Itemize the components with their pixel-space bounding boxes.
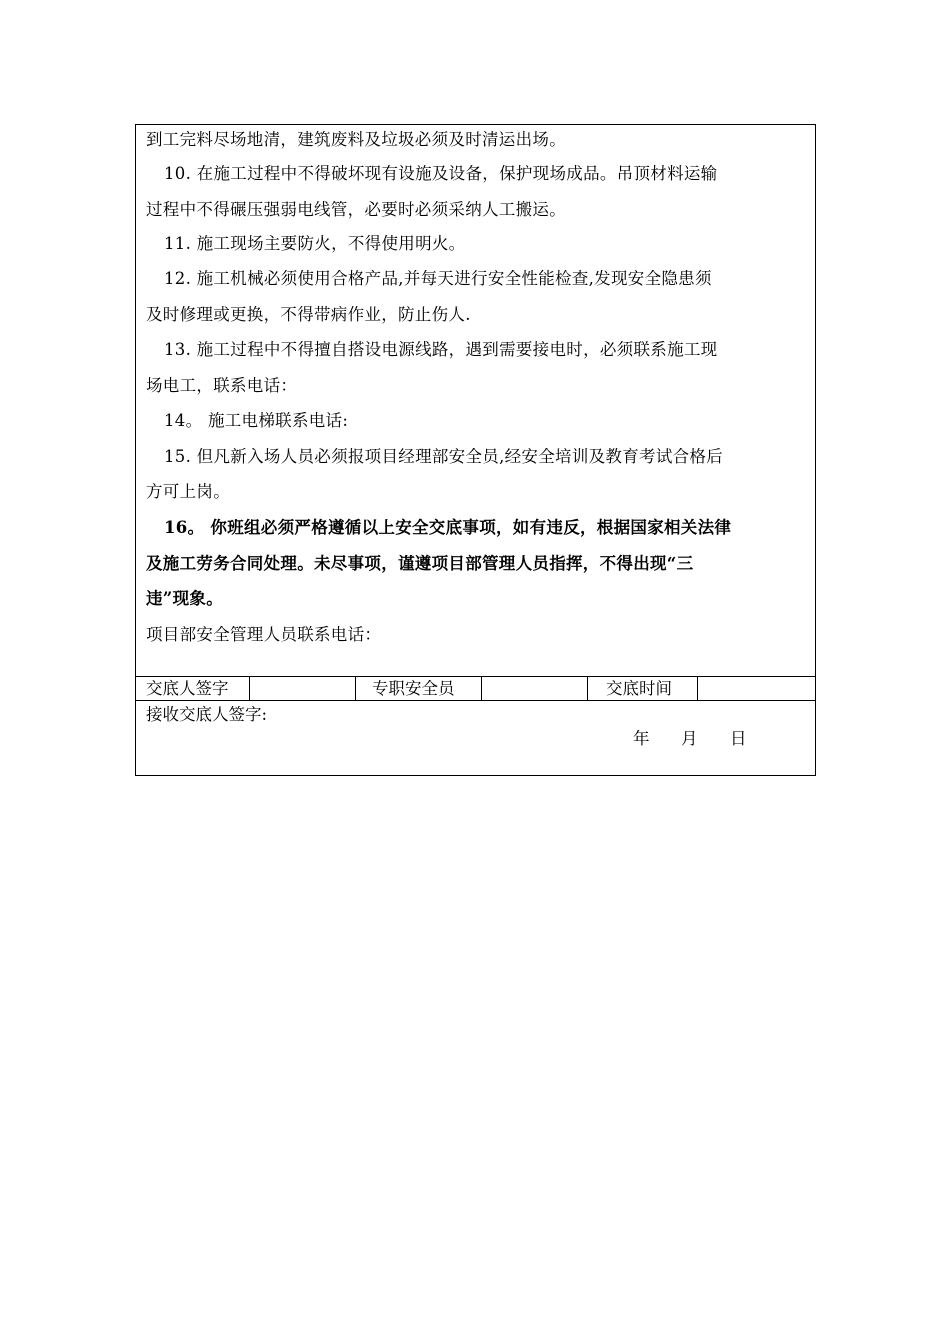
content-line-2: 10. 在施工过程中不得破坏现有设施及设备，保护现场成品。吊顶材料运输 bbox=[164, 164, 718, 183]
content-line-14: 违”现象。 bbox=[146, 589, 223, 608]
content-line-11: 方可上岗。 bbox=[146, 482, 230, 501]
content-line-1: 到工完料尽场地清，建筑废料及垃圾必须及时清运出场。 bbox=[146, 130, 566, 149]
disclosure-time-label: 交底时间 bbox=[588, 677, 698, 700]
date-month: 月 bbox=[681, 729, 698, 748]
content-line-15: 项目部安全管理人员联系电话： bbox=[146, 625, 382, 644]
safety-officer-signature-field[interactable] bbox=[482, 677, 588, 700]
content-line-13: 及施工劳务合同处理。未尽事项，谨遵项目部管理人员指挥，不得出现“三 bbox=[146, 554, 694, 573]
content-cell bbox=[136, 125, 815, 676]
content-line-3: 过程中不得碾压强弱电线管，必要时必须采纳人工搬运。 bbox=[146, 200, 566, 219]
signature-row bbox=[136, 676, 815, 701]
content-line-10: 15. 但凡新入场人员必须报项目经理部安全员,经安全培训及教育考试合格后 bbox=[164, 447, 724, 466]
disclosure-time-field[interactable] bbox=[698, 677, 815, 700]
discloser-label: 交底人签字 bbox=[136, 677, 250, 700]
safety-officer-label: 专职安全员 bbox=[356, 677, 482, 700]
receiver-signature-label: 接收交底人签字: bbox=[146, 705, 268, 724]
content-line-5: 12. 施工机械必须使用合格产品,并每天进行安全性能检查,发现安全隐患须 bbox=[164, 269, 712, 288]
receiver-signature-cell[interactable] bbox=[136, 701, 815, 775]
content-line-6: 及时修理或更换，不得带病作业，防止伤人. bbox=[146, 305, 471, 324]
content-line-8: 场电工，联系电话： bbox=[146, 376, 298, 395]
disclosure-table bbox=[135, 124, 816, 776]
content-line-9: 14。 施工电梯联系电话: bbox=[164, 411, 349, 430]
content-line-12: 16。 你班组必须严格遵循以上安全交底事项，如有违反，根据国家相关法律 bbox=[164, 518, 732, 537]
discloser-signature-field[interactable] bbox=[250, 677, 356, 700]
content-line-4: 11. 施工现场主要防火，不得使用明火。 bbox=[164, 234, 466, 253]
date-year: 年 bbox=[633, 729, 650, 748]
content-line-7: 13. 施工过程中不得擅自搭设电源线路，遇到需要接电时，必须联系施工现 bbox=[164, 340, 718, 359]
date-day: 日 bbox=[730, 729, 747, 748]
